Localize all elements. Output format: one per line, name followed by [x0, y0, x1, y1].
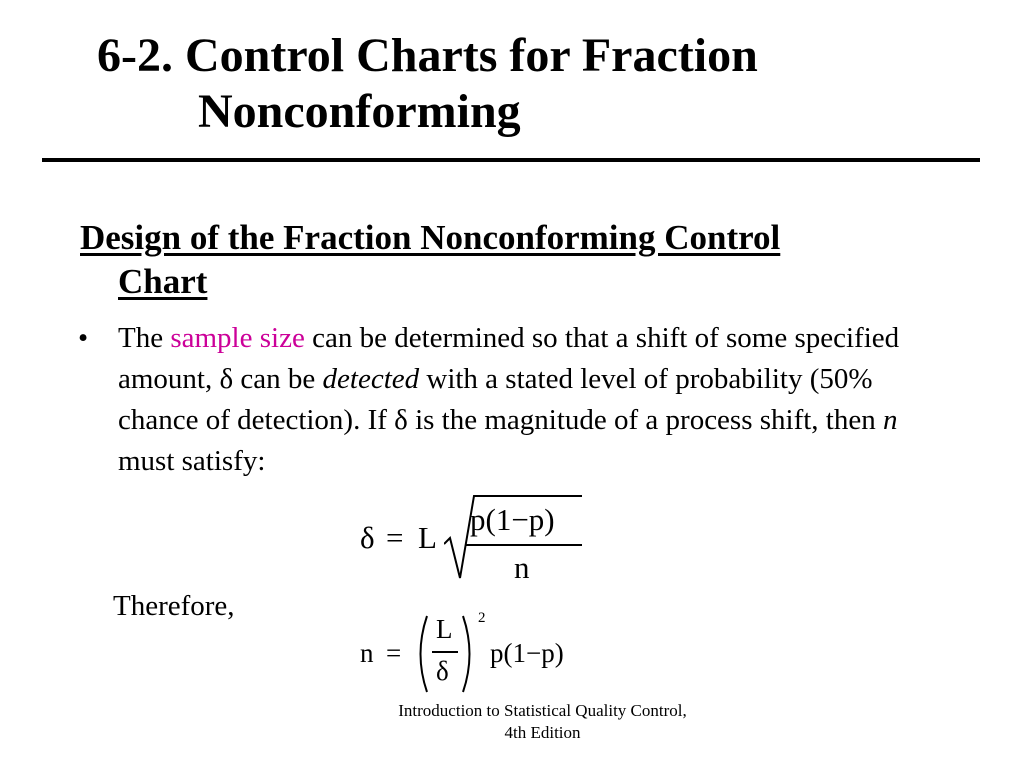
- section-heading: [80, 216, 940, 304]
- slide-title-line1: 6-2. Control Charts for Fraction: [97, 29, 758, 82]
- variable-n: n: [883, 404, 898, 436]
- highlighted-term: sample size: [170, 322, 305, 354]
- eq2-exponent: 2: [478, 610, 486, 626]
- eq1-fraction-bar: [466, 544, 582, 546]
- eq1-denominator: n: [514, 550, 530, 585]
- eq2-tail: p(1−p): [490, 638, 564, 668]
- bullet-paragraph: [118, 318, 918, 482]
- title-divider: [42, 158, 980, 162]
- bullet-text-mid1: can be determined so that a shift of some specified amount, δ can be: [118, 322, 900, 395]
- bullet-text-mid2: with a stated level of probability (50% chance of detection). If δ is the magnitude of a process shift, then: [118, 363, 883, 436]
- bullet-text-end: must satisfy:: [118, 445, 266, 477]
- slide-title: [97, 28, 997, 140]
- bullet-marker: •: [78, 322, 89, 354]
- emphasized-term: detected: [322, 363, 420, 395]
- right-paren-icon: [460, 614, 478, 694]
- section-heading-line1: Design of the Fraction Nonconforming Control: [80, 218, 781, 257]
- footer-citation: [360, 700, 725, 744]
- eq1-coefficient: L: [418, 520, 437, 555]
- eq1-numerator: p(1−p): [470, 502, 555, 537]
- bullet-text-start: The: [118, 322, 171, 354]
- left-paren-icon: [412, 614, 430, 694]
- therefore-label: Therefore,: [113, 590, 235, 622]
- eq2-lhs: n: [360, 638, 374, 668]
- slide-title-line2: Nonconforming: [198, 85, 521, 138]
- eq2-fraction-bar: [432, 651, 458, 653]
- eq2-numerator: L: [436, 614, 453, 644]
- eq1-lhs: δ: [360, 520, 375, 555]
- footer-line1: Introduction to Statistical Quality Control,: [398, 701, 687, 720]
- eq2-equals: =: [386, 638, 402, 668]
- eq2-denominator: δ: [436, 656, 449, 686]
- section-heading-line2: Chart: [118, 262, 208, 301]
- footer-line2: 4th Edition: [504, 723, 581, 742]
- eq1-equals: =: [386, 520, 404, 555]
